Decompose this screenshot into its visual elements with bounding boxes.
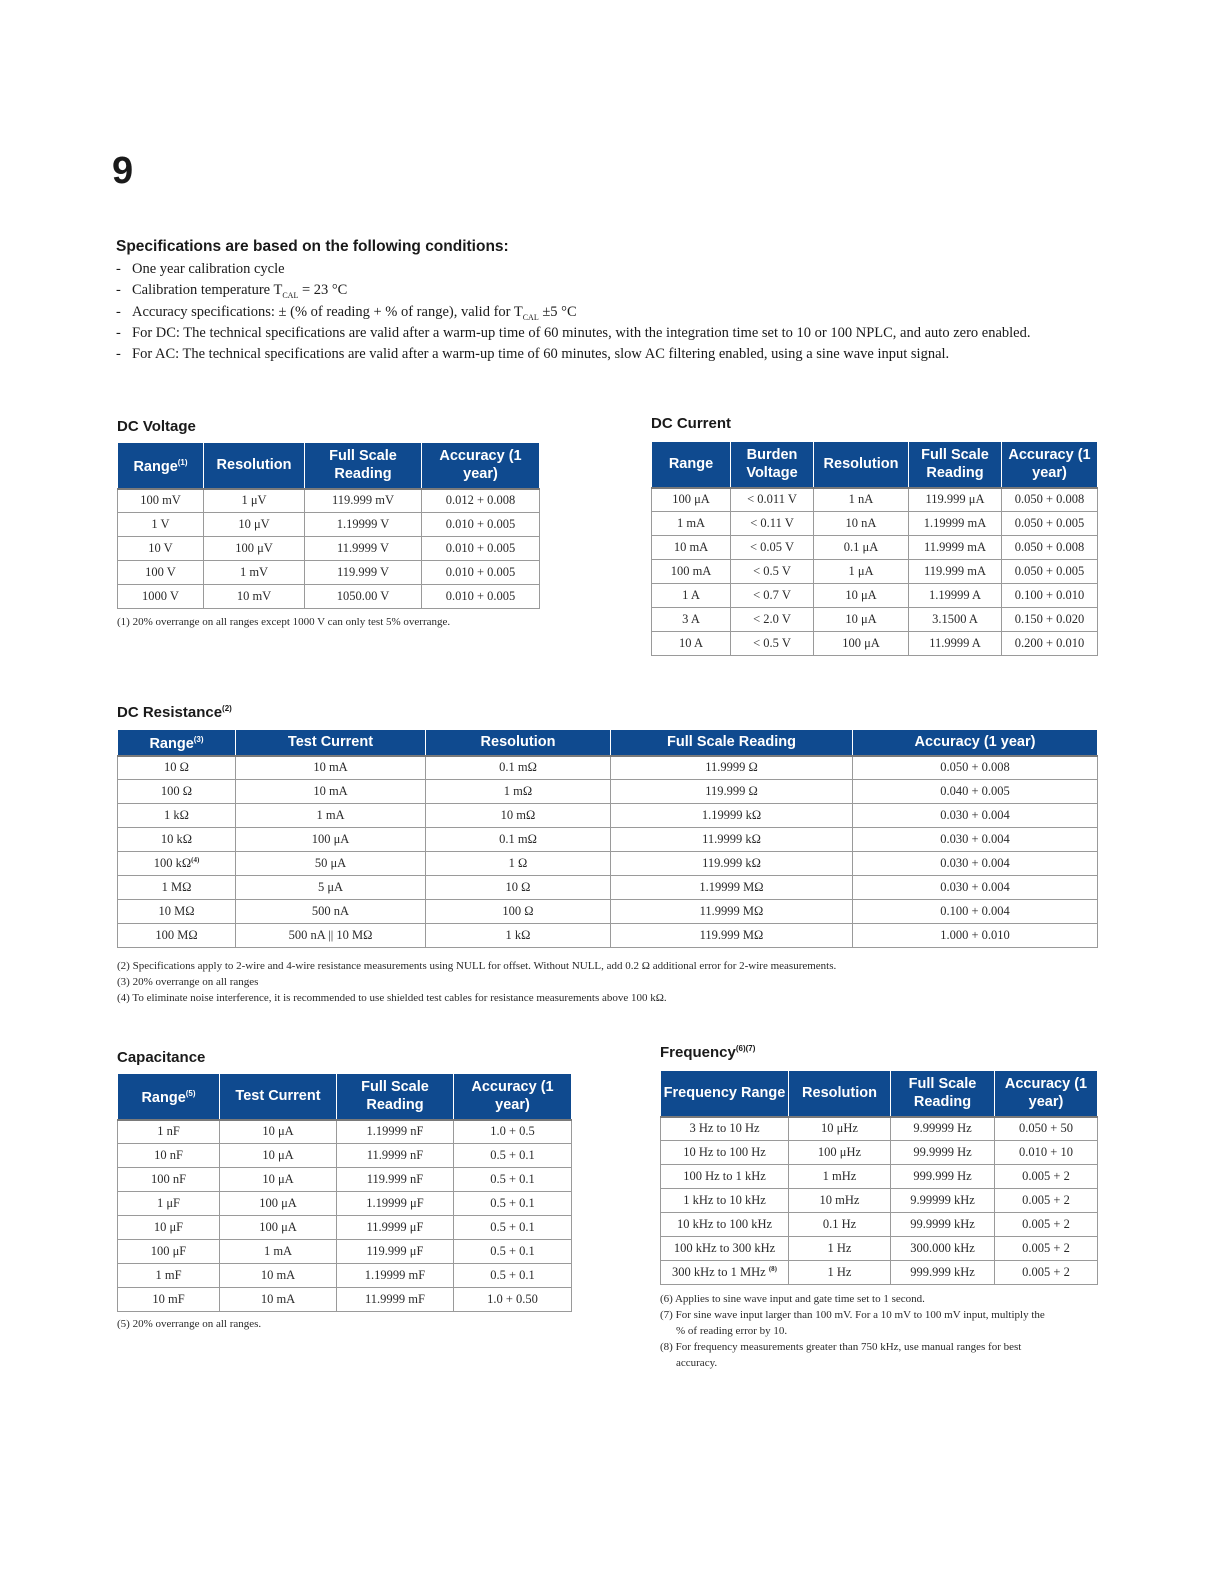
condition-item: - For AC: The technical specifications are valid after a warm-up time of 60 minutes, slow AC filtering enabled, using a sine wave input signal. (116, 346, 950, 363)
table-row (118, 1120, 572, 1144)
table-cell: 0.5 + 0.1 (454, 1144, 572, 1168)
table-row (661, 1213, 1098, 1237)
table-cell: 11.9999 A (909, 632, 1002, 656)
table-cell: 0.030 + 0.004 (853, 828, 1098, 852)
col-header: Range (652, 442, 731, 488)
table-row (118, 1288, 572, 1312)
table-row (118, 513, 540, 537)
table-cell: 1 kΩ (118, 804, 236, 828)
table-cell: 0.010 + 0.005 (422, 513, 540, 537)
table-cell: 1 μV (204, 489, 305, 513)
table-cell: 100 nF (118, 1168, 220, 1192)
table-cell: 10 mA (236, 780, 426, 804)
table-cell: 10 μF (118, 1216, 220, 1240)
table-cell: 3 Hz to 10 Hz (661, 1117, 789, 1141)
table-cell: 0.010 + 10 (995, 1141, 1098, 1165)
table-cell: 0.005 + 2 (995, 1213, 1098, 1237)
dc-voltage-note: (1) 20% overrange on all ranges except 1000 V can only test 5% overrange. (117, 616, 451, 628)
table-cell: 100 Ω (426, 900, 611, 924)
table-cell: 0.5 + 0.1 (454, 1168, 572, 1192)
condition-item: - For DC: The technical specifications are valid after a warm-up time of 60 minutes, with the integration time set to 10 or 100 NPLC, and auto zero enabled. (116, 324, 1031, 341)
table-cell: 0.1 mΩ (426, 828, 611, 852)
table-cell: 0.050 + 0.005 (1002, 560, 1098, 584)
table-cell: 10 Ω (426, 876, 611, 900)
table-cell: 1 A (652, 584, 731, 608)
table-cell: 11.9999 MΩ (611, 900, 853, 924)
table-row (661, 1165, 1098, 1189)
table-cell: 119.999 MΩ (611, 924, 853, 948)
table-row (118, 900, 1098, 924)
table-cell: 100 μA (814, 632, 909, 656)
table-cell: 1 μF (118, 1192, 220, 1216)
table-cell: 1 mΩ (426, 780, 611, 804)
table-row (118, 1216, 572, 1240)
conditions-title: Specifications are based on the following conditions: (116, 238, 509, 255)
table-cell: 1 mHz (789, 1165, 891, 1189)
table-row (661, 1261, 1098, 1285)
capacitance-note: (5) 20% overrange on all ranges. (117, 1318, 262, 1330)
table-row (118, 1144, 572, 1168)
table-cell: 1.19999 A (909, 584, 1002, 608)
table-cell: 300 kHz to 1 MHz $^{(8)}$ (661, 1261, 789, 1285)
table-cell: 11.9999 mA (909, 536, 1002, 560)
table-cell: 1 kΩ (426, 924, 611, 948)
table-cell: 100 $k\Omega^{(4)}$ (118, 852, 236, 876)
col-header: Full Scale Reading (337, 1074, 454, 1120)
col-header: Burden Voltage (731, 442, 814, 488)
table-cell: 10 μV (204, 513, 305, 537)
table-row (118, 585, 540, 609)
table-cell: 1 Hz (789, 1237, 891, 1261)
table-cell: 10 Hz to 100 Hz (661, 1141, 789, 1165)
table-cell: 0.5 + 0.1 (454, 1240, 572, 1264)
table-cell: 100 V (118, 561, 204, 585)
capacitance-title: Capacitance (117, 1049, 206, 1066)
table-cell: 119.999 mV (305, 489, 422, 513)
table-cell: 100 μA (220, 1216, 337, 1240)
table-row (661, 1189, 1098, 1213)
col-header: Resolution (426, 730, 611, 756)
table-cell: 9.99999 kHz (891, 1189, 995, 1213)
table-cell: 11.9999 μF (337, 1216, 454, 1240)
table-cell: 11.9999 mF (337, 1288, 454, 1312)
page-number: 9 (112, 150, 134, 192)
table-cell: 100 μHz (789, 1141, 891, 1165)
dc-current-table (651, 441, 1098, 656)
table-row (118, 489, 540, 513)
dc-voltage-title: DC Voltage (117, 418, 196, 435)
table-row (118, 876, 1098, 900)
table-cell: 0.005 + 2 (995, 1261, 1098, 1285)
table-row (118, 1168, 572, 1192)
table-cell: 10 μA (814, 608, 909, 632)
table-row (652, 512, 1098, 536)
table-cell: 1 Ω (426, 852, 611, 876)
table-cell: 0.1 mΩ (426, 756, 611, 780)
table-cell: 1 mA (236, 804, 426, 828)
table-row (652, 584, 1098, 608)
col-header: Accuracy (1 year) (853, 730, 1098, 756)
col-header: Full Scale Reading (891, 1071, 995, 1117)
table-row (118, 756, 1098, 780)
table-cell: < 0.5 V (731, 632, 814, 656)
table-row (118, 1240, 572, 1264)
table-cell: 119.999 V (305, 561, 422, 585)
table-row (652, 488, 1098, 512)
table-cell: 100 μA (220, 1192, 337, 1216)
table-cell: 0.010 + 0.005 (422, 537, 540, 561)
table-cell: 1 MΩ (118, 876, 236, 900)
table-cell: 1000 V (118, 585, 204, 609)
table-cell: 0.030 + 0.004 (853, 852, 1098, 876)
table-cell: 10 μA (814, 584, 909, 608)
table-row (661, 1141, 1098, 1165)
col-header: Test Current (236, 730, 426, 756)
table-cell: 0.010 + 0.005 (422, 561, 540, 585)
table-cell: 999.999 kHz (891, 1261, 995, 1285)
table-cell: 119.999 mA (909, 560, 1002, 584)
table-cell: 50 μA (236, 852, 426, 876)
col-header: Range$^{(5)}$ (118, 1074, 220, 1120)
table-cell: 100 MΩ (118, 924, 236, 948)
col-header: Full Scale Reading (611, 730, 853, 756)
col-header: Resolution (789, 1071, 891, 1117)
table-cell: 100 mA (652, 560, 731, 584)
table-cell: 100 Hz to 1 kHz (661, 1165, 789, 1189)
table-cell: 10 mA (236, 756, 426, 780)
table-cell: 119.999 nF (337, 1168, 454, 1192)
table-cell: 10 mV (204, 585, 305, 609)
condition-item: - One year calibration cycle (116, 261, 285, 277)
table-cell: 1.19999 V (305, 513, 422, 537)
table-cell: 3 A (652, 608, 731, 632)
table-cell: < 0.11 V (731, 512, 814, 536)
condition-item: - Accuracy specifications: ± (% of reading + % of range), valid for $T_{CAL} \pm 5$ °C (116, 303, 577, 322)
table-cell: 0.200 + 0.010 (1002, 632, 1098, 656)
table-cell: 0.030 + 0.004 (853, 876, 1098, 900)
table-cell: 1 V (118, 513, 204, 537)
table-row (118, 828, 1098, 852)
table-cell: 1.0 + 0.5 (454, 1120, 572, 1144)
table-cell: 10 μA (220, 1168, 337, 1192)
table-cell: 0.005 + 2 (995, 1237, 1098, 1261)
table-cell: 1.0 + 0.50 (454, 1288, 572, 1312)
table-cell: 10 μA (220, 1144, 337, 1168)
table-cell: 11.9999 V (305, 537, 422, 561)
col-header: Accuracy (1 year) (454, 1074, 572, 1120)
table-cell: 0.040 + 0.005 (853, 780, 1098, 804)
table-row (118, 1192, 572, 1216)
table-row (118, 804, 1098, 828)
col-header: Accuracy (1 year) (1002, 442, 1098, 488)
col-header: Accuracy (1 year) (995, 1071, 1098, 1117)
col-header: Frequency Range (661, 1071, 789, 1117)
table-cell: 1 mA (652, 512, 731, 536)
table-cell: 0.5 + 0.1 (454, 1192, 572, 1216)
table-row (652, 632, 1098, 656)
table-cell: 1 μA (814, 560, 909, 584)
table-cell: 11.9999 nF (337, 1144, 454, 1168)
table-cell: 1 mV (204, 561, 305, 585)
table-cell: 1 nF (118, 1120, 220, 1144)
table-cell: < 0.05 V (731, 536, 814, 560)
table-cell: 0.050 + 0.008 (853, 756, 1098, 780)
table-cell: 300.000 kHz (891, 1237, 995, 1261)
table-cell: 10 mA (652, 536, 731, 560)
table-row (118, 537, 540, 561)
table-cell: 1050.00 V (305, 585, 422, 609)
table-cell: 10 mA (220, 1264, 337, 1288)
frequency-notes: (6) Applies to sine wave input and gate time set to 1 second. (7) For sine wave input larger than 100 mV. For a 10 mV to 100 mV input, multiply the % of reading error by 10. (8) For frequency measurements greater than 750 kHz, use manual ranges for best accuracy. (660, 1293, 1045, 1369)
table-row (118, 780, 1098, 804)
table-cell: 1.000 + 0.010 (853, 924, 1098, 948)
conditions-list (116, 259, 1030, 365)
table-cell: 500 nA (236, 900, 426, 924)
table-cell: 0.1 μA (814, 536, 909, 560)
table-cell: 100 μF (118, 1240, 220, 1264)
dc-resistance-title: DC Resistance$^{(2)}$ (117, 704, 232, 721)
table-cell: 0.5 + 0.1 (454, 1216, 572, 1240)
table-row (118, 561, 540, 585)
table-cell: 10 μHz (789, 1117, 891, 1141)
table-cell: 1 Hz (789, 1261, 891, 1285)
table-cell: 119.999 μF (337, 1240, 454, 1264)
table-cell: 3.1500 A (909, 608, 1002, 632)
table-cell: 0.050 + 50 (995, 1117, 1098, 1141)
dc-resistance-table (117, 729, 1098, 948)
dc-current-title: DC Current (651, 415, 732, 432)
table-cell: 10 kΩ (118, 828, 236, 852)
col-header: Full Scale Reading (305, 443, 422, 489)
dc-resistance-notes: (2) Specifications apply to 2-wire and 4-wire resistance measurements using NULL for offset. Without NULL, add 0.2 Ω additional error for 2-wire measurements. (3) 20% overrange on all ranges (4) To eliminate noise interference, it is recommended to use shielded test cables for resistance measurements above 100 kΩ. (117, 960, 837, 1004)
table-row (118, 852, 1098, 876)
table-row (661, 1237, 1098, 1261)
table-cell: 1 mF (118, 1264, 220, 1288)
table-cell: 1.19999 nF (337, 1120, 454, 1144)
table-cell: 10 mF (118, 1288, 220, 1312)
table-cell: 0.100 + 0.010 (1002, 584, 1098, 608)
table-cell: 0.050 + 0.008 (1002, 536, 1098, 560)
table-cell: 10 nF (118, 1144, 220, 1168)
table-cell: 99.9999 Hz (891, 1141, 995, 1165)
table-cell: 0.005 + 2 (995, 1189, 1098, 1213)
dc-voltage-table (117, 442, 540, 609)
table-cell: 100 kHz to 300 kHz (661, 1237, 789, 1261)
table-cell: 11.9999 Ω (611, 756, 853, 780)
table-cell: 0.5 + 0.1 (454, 1264, 572, 1288)
table-cell: 119.999 μA (909, 488, 1002, 512)
table-cell: 0.050 + 0.005 (1002, 512, 1098, 536)
table-cell: 10 Ω (118, 756, 236, 780)
table-cell: 10 mHz (789, 1189, 891, 1213)
col-header: Range$^{(3)}$ (118, 730, 236, 756)
table-cell: 0.050 + 0.008 (1002, 488, 1098, 512)
table-cell: 100 μV (204, 537, 305, 561)
table-cell: 1.19999 μF (337, 1192, 454, 1216)
col-header: Range$^{(1)}$ (118, 443, 204, 489)
frequency-title: Frequency$^{(6)(7)}$ (660, 1044, 756, 1061)
col-header: Test Current (220, 1074, 337, 1120)
table-cell: 1.19999 kΩ (611, 804, 853, 828)
col-header: Resolution (204, 443, 305, 489)
table-cell: 9.99999 Hz (891, 1117, 995, 1141)
table-cell: 0.005 + 2 (995, 1165, 1098, 1189)
table-cell: 0.030 + 0.004 (853, 804, 1098, 828)
table-cell: 10 A (652, 632, 731, 656)
table-cell: 1.19999 mA (909, 512, 1002, 536)
table-cell: 100 Ω (118, 780, 236, 804)
capacitance-table (117, 1073, 572, 1312)
frequency-table (660, 1070, 1098, 1285)
table-cell: 119.999 kΩ (611, 852, 853, 876)
table-cell: 10 nA (814, 512, 909, 536)
col-header: Full Scale Reading (909, 442, 1002, 488)
table-cell: 500 nA || 10 MΩ (236, 924, 426, 948)
table-row (652, 560, 1098, 584)
table-cell: 1.19999 mF (337, 1264, 454, 1288)
table-cell: 99.9999 kHz (891, 1213, 995, 1237)
col-header: Accuracy (1 year) (422, 443, 540, 489)
table-cell: 10 mA (220, 1288, 337, 1312)
table-cell: 5 μA (236, 876, 426, 900)
col-header: Resolution (814, 442, 909, 488)
table-cell: 0.150 + 0.020 (1002, 608, 1098, 632)
table-row (118, 924, 1098, 948)
table-cell: 10 MΩ (118, 900, 236, 924)
table-cell: 1 nA (814, 488, 909, 512)
table-cell: < 0.011 V (731, 488, 814, 512)
table-cell: 100 μA (652, 488, 731, 512)
table-cell: 11.9999 kΩ (611, 828, 853, 852)
table-cell: < 0.5 V (731, 560, 814, 584)
condition-item: - Calibration temperature $T_{CAL} = 23$ °C (116, 282, 348, 301)
table-cell: 100 μA (236, 828, 426, 852)
table-cell: 1 kHz to 10 kHz (661, 1189, 789, 1213)
table-cell: 10 kHz to 100 kHz (661, 1213, 789, 1237)
table-cell: 119.999 Ω (611, 780, 853, 804)
table-cell: 10 V (118, 537, 204, 561)
table-row (652, 608, 1098, 632)
table-cell: 0.100 + 0.004 (853, 900, 1098, 924)
table-cell: 100 mV (118, 489, 204, 513)
table-row (661, 1117, 1098, 1141)
table-cell: 0.1 Hz (789, 1213, 891, 1237)
table-cell: 0.012 + 0.008 (422, 489, 540, 513)
table-cell: 1.19999 MΩ (611, 876, 853, 900)
table-cell: 999.999 Hz (891, 1165, 995, 1189)
table-cell: 0.010 + 0.005 (422, 585, 540, 609)
table-cell: < 2.0 V (731, 608, 814, 632)
table-cell: 1 mA (220, 1240, 337, 1264)
table-row (652, 536, 1098, 560)
table-cell: < 0.7 V (731, 584, 814, 608)
table-row (118, 1264, 572, 1288)
table-cell: 10 μA (220, 1120, 337, 1144)
table-cell: 10 mΩ (426, 804, 611, 828)
